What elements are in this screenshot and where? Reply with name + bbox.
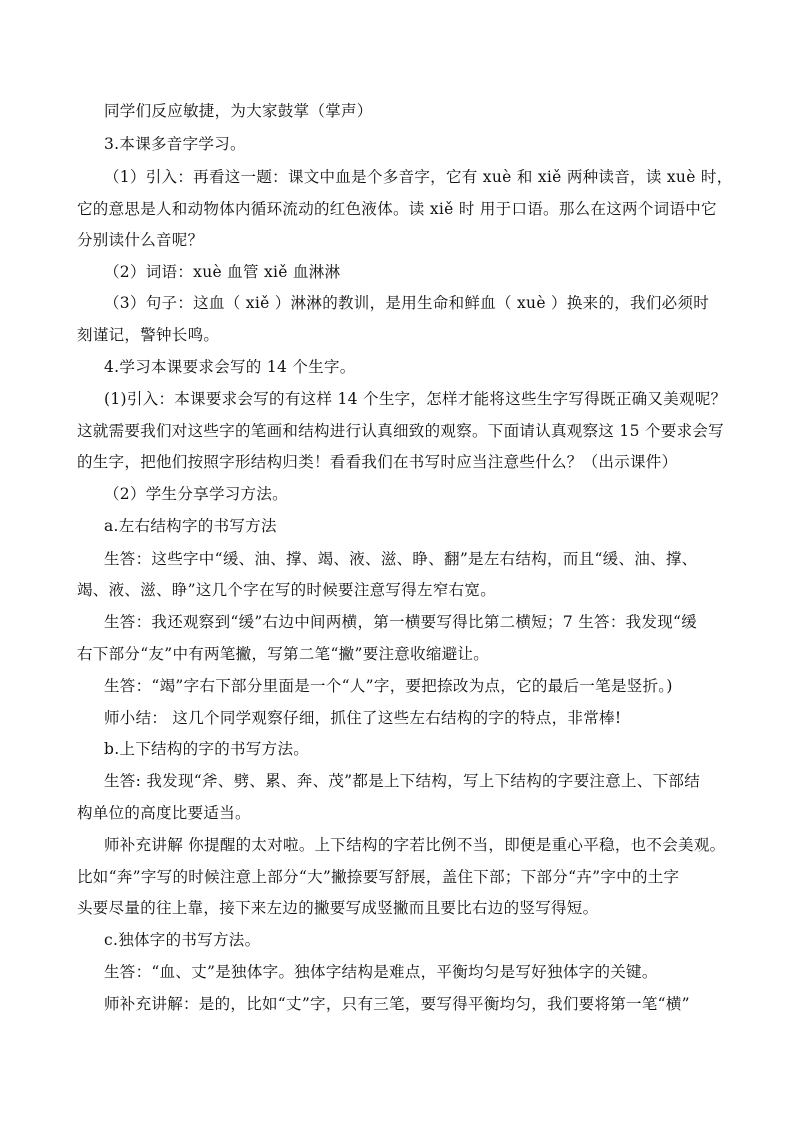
text-line: 比如“奔”字写的时候注意上部分“大”撇捺要写舒展，盖住下部；下部分“卉”字中的土字: [77, 868, 680, 886]
text-line: 生答：“竭”字右下部分里面是一个“人”字，要把捺改为点，它的最后一笔是竖折。): [104, 677, 673, 695]
text-line: 生答: 我发现“斧、劈、累、奔、茂”都是上下结构，写上下结构的字要注意上、下部结: [104, 772, 700, 790]
text-line: （2）学生分享学习方法。: [104, 485, 288, 503]
text-line: 分别读什么音呢？: [77, 231, 204, 249]
text-line: (1)引入：本课要求会写的有这样 14 个生字，怎样才能将这些生字写得既正确又美观呢？: [104, 390, 727, 408]
text-line: 刻谨记，警钟长鸣。: [77, 326, 220, 344]
text-line: 竭、液、滋、睁”这几个字在写的时候要注意写得左窄右宽。: [77, 581, 497, 599]
text-line: 生答：这些字中“缓、油、撑、竭、液、滋、睁、翻”是左右结构，而且“缓、油、撑、: [104, 550, 698, 568]
text-line: a.左右结构字的书写方法: [104, 517, 277, 535]
text-line: 头要尽量的往上靠，接下来左边的撇要写成竖撇而且要比右边的竖写得短。: [77, 899, 599, 917]
text-line: 它的意思是人和动物体内循环流动的红色液体。读 xiě 时 用于口语。那么在这两个词语中它: [77, 200, 717, 218]
text-line: 生答：“血、丈”是独体字。独体字结构是难点，平衡均匀是写好独体字的关键。: [104, 963, 658, 981]
text-line: （1）引入：再看这一题：课文中血是个多音字，它有 xuè 和 xiě 两种读音，读 xuè 时，: [104, 168, 733, 186]
text-line: 生答：我还观察到“缓”右边中间两横，第一横要写得比第二横短；7 生答：我发现“缓: [104, 613, 698, 631]
text-line: 同学们反应敏捷，为大家鼓掌（掌声）: [104, 102, 373, 120]
text-line: b.上下结构的字的书写方法。: [104, 740, 310, 758]
text-line: （3）句子：这血（ xiě ）淋淋的教训，是用生命和鲜血（ xuè ）换来的，我们必须时: [104, 294, 710, 312]
text-line: 师补充讲解 你提醒的太对啦。上下结构的字若比例不当，即便是重心平稳，也不会美观。: [104, 836, 726, 854]
text-line: 4.学习本课要求会写的 14 个生字。: [104, 358, 356, 376]
text-line: 师小结： 这几个同学观察仔细，抓住了这些左右结构的字的特点，非常棒!: [104, 709, 622, 727]
text-line: 的生字，把他们按照字形结构归类！看看我们在书写时应当注意些什么？（出示课件）: [77, 453, 678, 471]
text-line: 构单位的高度比要适当。: [77, 804, 251, 822]
text-line: （2）词语：xuè 血管 xiě 血淋淋: [104, 263, 341, 281]
text-line: c.独体字的书写方法。: [104, 931, 261, 949]
text-line: 右下部分“友”中有两笔撇，写第二笔“撇”要注意收缩避让。: [77, 645, 490, 663]
text-line: 这就需要我们对这些字的笔画和结构进行认真细致的观察。下面请认真观察这 15 个要求会写: [77, 422, 724, 440]
text-line: 师补充讲解：是的，比如“丈”字，只有三笔，要写得平衡均匀，我们要将第一笔“横”: [104, 995, 690, 1013]
text-line: 3.本课多音字学习。: [104, 135, 246, 153]
